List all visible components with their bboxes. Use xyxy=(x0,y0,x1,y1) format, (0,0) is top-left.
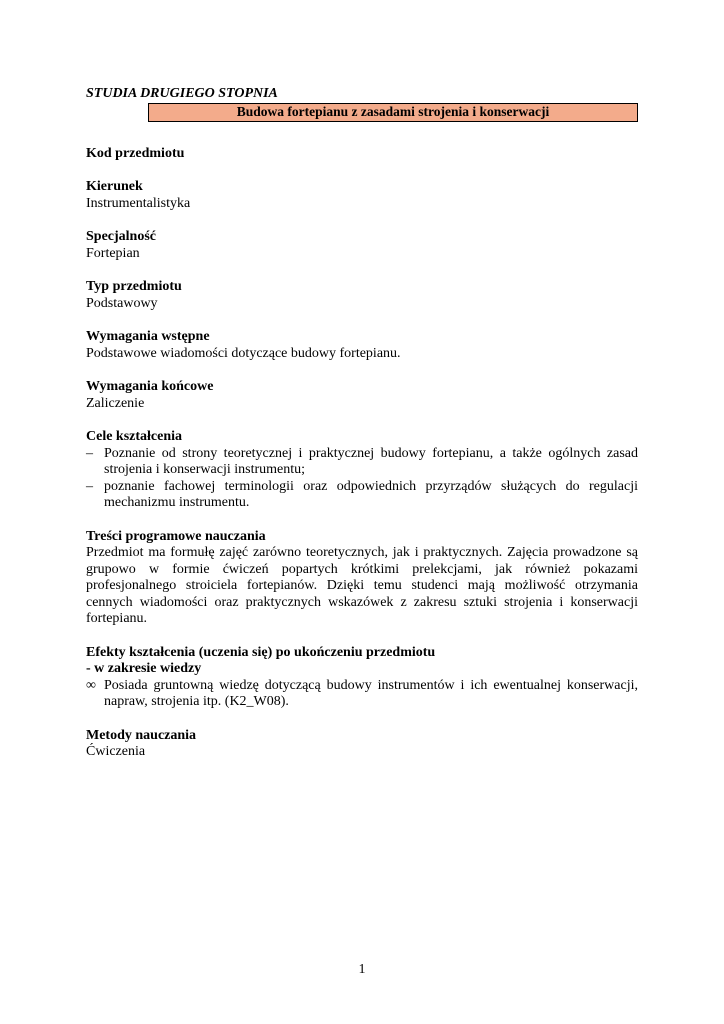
section-heading: Efekty kształcenia (uczenia się) po ukończeniu przedmiotu xyxy=(86,644,436,660)
section-efekty xyxy=(86,645,638,711)
section-value: Instrumentalistyka xyxy=(86,195,191,211)
section-value: Ćwiczenia xyxy=(86,744,146,759)
list-item xyxy=(86,678,638,711)
list-item-text: Posiada gruntowną wiedzę dotyczącą budowy instrumentów i ich ewentualnej konserwacji, napraw, strojenia itp. (K2_W08). xyxy=(104,677,638,709)
section-kod xyxy=(86,146,638,163)
dash-bullet-icon: – xyxy=(86,445,93,461)
section-heading: Kierunek xyxy=(86,179,143,194)
section-heading: Metody nauczania xyxy=(86,727,197,743)
infinity-bullet-icon: ∞ xyxy=(86,677,96,693)
dash-bullet-icon: – xyxy=(86,478,93,494)
outcomes-list xyxy=(86,678,638,711)
course-title-box: Budowa fortepianu z zasadami strojenia i konserwacji xyxy=(148,103,638,122)
page-number: 1 xyxy=(358,962,366,977)
section-specjalnosc xyxy=(86,229,638,262)
list-item xyxy=(86,479,638,512)
section-wymagania-koncowe xyxy=(86,379,638,412)
list-item-text: Poznanie od strony teoretycznej i praktycznej budowy fortepianu, a także ogólnych zasad strojenia i konserwacji instrumentu; xyxy=(104,445,638,477)
section-wymagania-wstepne xyxy=(86,329,638,362)
section-heading: Wymagania wstępne xyxy=(86,329,210,344)
section-subheading: - w zakresie wiedzy xyxy=(86,661,202,676)
section-cele xyxy=(86,429,638,512)
section-value: Podstawowe wiadomości dotyczące budowy fortepianu. xyxy=(86,345,401,361)
section-value: Fortepian xyxy=(86,245,140,261)
section-heading: Wymagania końcowe xyxy=(86,379,214,394)
list-item-text: poznanie fachowej terminologii oraz odpowiednich przyrządów służących do regulacji mechanizmu instrumentu. xyxy=(104,478,638,510)
section-heading: Cele kształcenia xyxy=(86,429,183,444)
section-heading: Specjalność xyxy=(86,229,156,244)
document-page xyxy=(86,86,638,761)
study-level-heading: STUDIA DRUGIEGO STOPNIA xyxy=(86,86,278,101)
section-value: Podstawowy xyxy=(86,295,158,311)
goals-list xyxy=(86,446,638,512)
section-heading: Kod przedmiotu xyxy=(86,145,185,161)
section-heading: Typ przedmiotu xyxy=(86,279,182,294)
section-kierunek xyxy=(86,179,638,212)
section-paragraph: Przedmiot ma formułę zajęć zarówno teoretycznych, jak i praktycznych. Zajęcia prowadzone są grupowo w formie ćwiczeń popartych krótkimi prelekcjami, jak również pokazami profesjonalnego stroiciela fortepianów. Dzięki temu studenci mają możliwość otrzymania cennych wiadomości oraz praktycznych wskazówek z zakresu sztuki strojenia i konserwacji fortepianu. xyxy=(86,545,638,626)
list-item xyxy=(86,446,638,479)
section-metody xyxy=(86,728,638,761)
section-value: Zaliczenie xyxy=(86,395,145,411)
section-tresci xyxy=(86,529,638,628)
section-heading: Treści programowe nauczania xyxy=(86,528,266,544)
section-typ xyxy=(86,279,638,312)
